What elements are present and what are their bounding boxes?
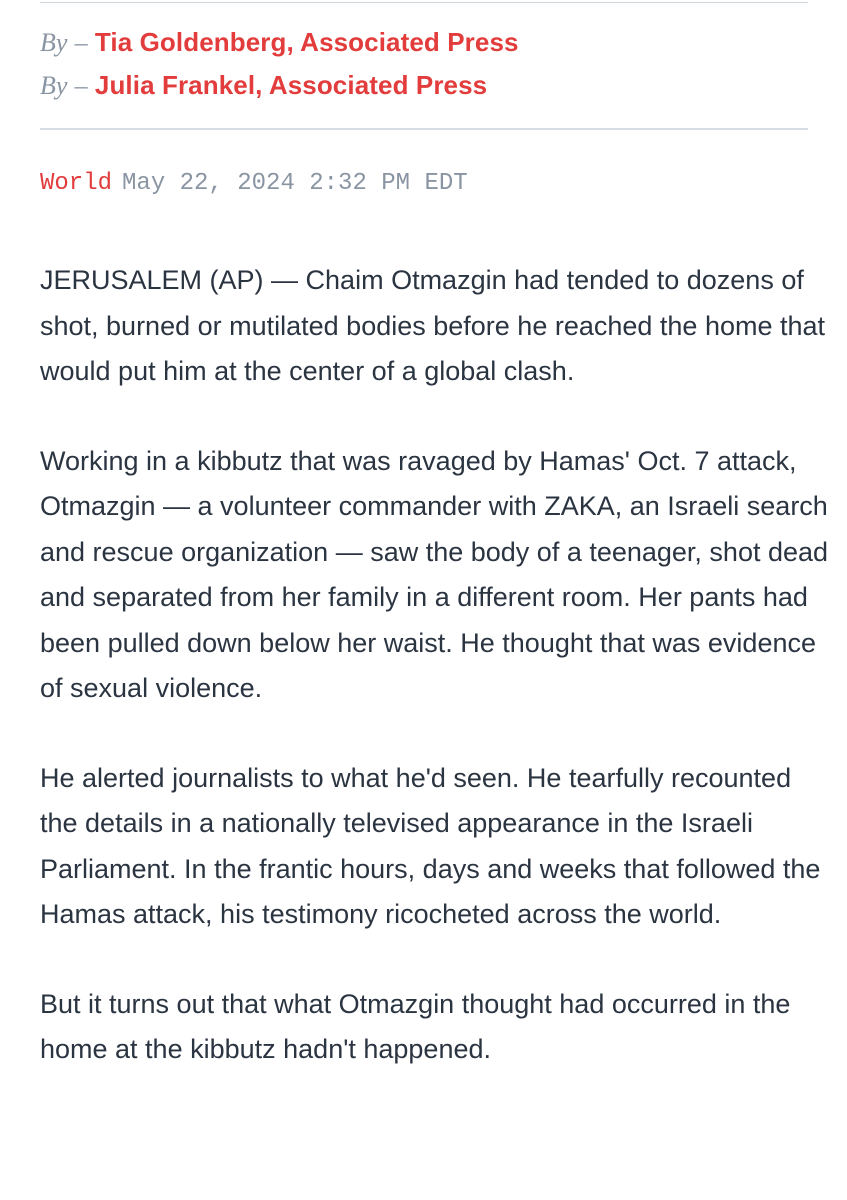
section-link-world[interactable]: World — [40, 170, 113, 197]
author-link-julia-frankel[interactable]: Julia Frankel, Associated Press — [94, 70, 488, 100]
byline-prefix: By — [40, 71, 68, 100]
byline-divider — [40, 128, 808, 130]
byline — [40, 26, 519, 58]
byline-separator: – — [74, 28, 88, 57]
article-body — [40, 258, 830, 1117]
byline-prefix: By — [40, 28, 68, 57]
byline-separator: – — [74, 71, 88, 100]
byline — [40, 69, 487, 101]
article-paragraph: But it turns out that what Otmazgin thought had occurred in the home at the kibbutz hadn't happened. — [40, 988, 791, 1064]
article-paragraph: JERUSALEM (AP) — Chaim Otmazgin had tended to dozens of shot, burned or mutilated bodies before he reached the home that would put him at the center of a global clash. — [40, 265, 826, 386]
top-divider — [40, 2, 808, 3]
article-paragraph: Working in a kibbutz that was ravaged by Hamas' Oct. 7 attack, Otmazgin — a volunteer commander with ZAKA, an Israeli search and rescue organization — saw the body of a teenager, shot dead and separated from her family in a different room. Her pants had been pulled down below her waist. He thought that was evidence of sexual violence. — [40, 445, 829, 703]
article-meta — [40, 168, 468, 200]
author-link-tia-goldenberg[interactable]: Tia Goldenberg, Associated Press — [94, 27, 519, 57]
article-paragraph: He alerted journalists to what he'd seen. He tearfully recounted the details in a nationally televised appearance in the Israeli Parliament. In the frantic hours, days and weeks that followed the Hamas attack, his testimony ricocheted across the world. — [40, 762, 821, 929]
publish-timestamp: May 22, 2024 2:32 PM EDT — [122, 170, 468, 197]
